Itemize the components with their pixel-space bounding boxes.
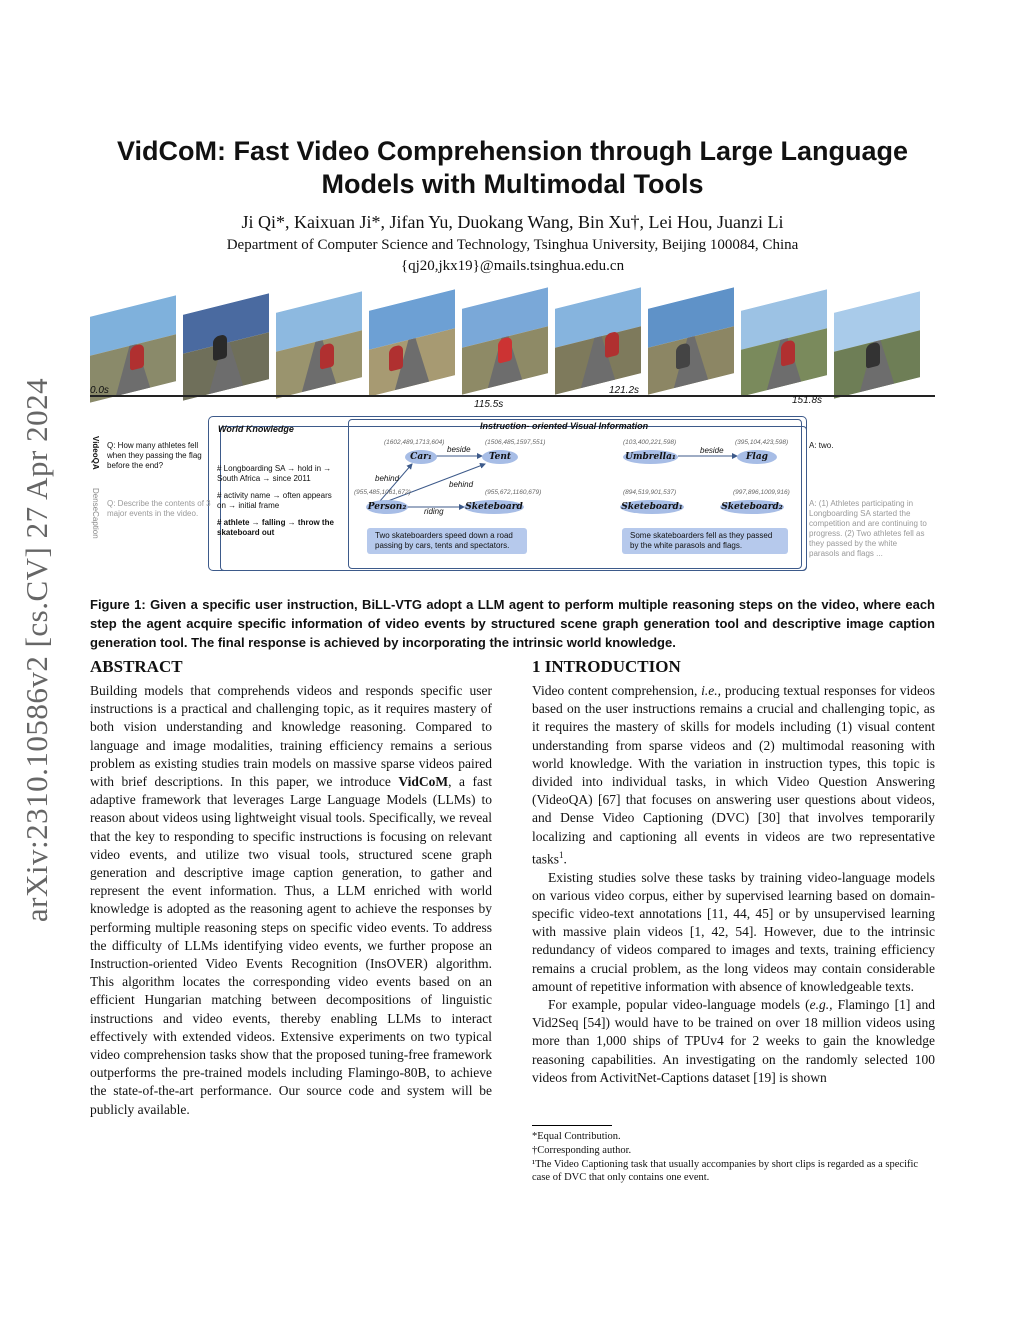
arxiv-id-text: arXiv:2310.10586v2 [cs.CV] 27 Apr 2024 [19, 377, 54, 923]
bbox-label: (997,896,1009,916) [733, 489, 790, 496]
edge-label-riding: riding [424, 507, 444, 516]
intro-text: Flamingo [1] and Vid2Seq [54]) would have to be trained on over 18 million videos using more than 1,000 ships of TPUv4 for 2 weeks to gain the knowledge reasoning capabilities. An investigating on the randomly selected 100 videos from ActivitNet-Captions dataset [19] is shown [532, 996, 935, 1085]
intro-text: i.e., [701, 683, 722, 698]
figure-1 [90, 298, 935, 578]
paper-title: VidCoM: Fast Video Comprehension through Large Language Models with Multimodal Tools [116, 136, 909, 199]
abstract-body [90, 682, 492, 1119]
intro-text: Video content comprehension, [532, 683, 702, 698]
footnote: ¹The Video Captioning task that usually accompanies by short clips is regarded as a specific case of DVC that only contains one event. [532, 1159, 919, 1183]
bbox-label: (395,104,423,598) [735, 439, 789, 446]
node-flag: Flag [737, 450, 777, 464]
edge-label-beside: beside [447, 445, 471, 454]
abstract-text: , a fast adaptive framework that leverages Large Language Models (LLMs) to reason about videos using lightweight visual tools. Specifically, we reveal that the key to responding to specific instructions is focusing on relevant video events, and utilize two visual tools, structured scene graph generation and descriptive image caption generation, to gather and represent the event information. Thus, a LLM enriched with world knowledge is adopted as the reasoning agent to achieve the responses by performing multiple reasoning steps on specific video events. To address the difficulty of LLMs identifying video events, we further propose an Instruction-oriented Video Events Recognition (InsOVER) algorithm. This algorithm locates the corresponding video events based on an efficient Hungarian matching between decompositions of linguistic instructions and video events, thereby enabling LLMs to interact effectively with extended videos. Extensive experiments on two typical video comprehension tasks show that the proposed tuning-free framework outperforms the pre-trained models including Flamingo-80B, to achieve the state-of-the-art performance. Our source code and system will be publicly available. [90, 774, 492, 1117]
knowledge-item: # Longboarding SA → hold in → South Africa → since 2011 [217, 464, 332, 483]
bbox-label: (955,485,1061,672) [354, 489, 411, 496]
bbox-label: (955,672,1160,679) [485, 489, 542, 496]
node-umbrella: Umbrella₁ [623, 450, 678, 464]
question-videoqa: Q: How many athletes fell when they passing the flag before the end? [107, 441, 202, 470]
answer-densecaption: A: (1) Athletes participating in Longboarding SA started the competition and are continuing to progress. (2) Two athletes fell as they passed by the white parasols and flags ... [809, 499, 927, 558]
arxiv-identifier [12, 350, 62, 950]
edge-label-behind: behind [449, 480, 474, 489]
footnote: *Equal Contribution. [532, 1131, 621, 1142]
time-label: 121.2s [609, 385, 640, 396]
intro-paragraph: Existing studies solve these tasks by training video-language models on various video corpus, either by supervised learning based on domain-specific video-text annotations [11, 44, 45] or by unsupervised learning with massive plain videos [1, 42, 54]. However, due to the intrinsic redundancy of videos compared to images and texts, training efficiency remains a crucial problem, as the long videos may contain considerable amount of repetitive information with absence of knowledgeable texts. [532, 869, 935, 994]
node-skateboard-1: Sketeboard₁ [621, 502, 683, 512]
node-skateboard: Sketeboard [465, 502, 523, 512]
intro-body [532, 682, 935, 1087]
time-label: 0.0s [90, 385, 109, 396]
node-person: Person₂ [367, 502, 407, 512]
time-label: 151.8s [792, 395, 823, 406]
email: {qj20,jkx19}@mails.tsinghua.edu.cn [400, 258, 625, 274]
knowledge-item: # athlete → falling → throw the skateboard out [217, 518, 334, 537]
node-skateboard-2: Sketeboard₂ [721, 502, 783, 512]
time-label: 115.5s [474, 399, 504, 410]
caption-right: Some skateboarders fell as they passed by the white parasols and flags. [622, 528, 788, 554]
footnote-mark: 1 [559, 849, 564, 860]
footnote-rule [532, 1125, 612, 1126]
figure-caption: Figure 1: Given a specific user instruction, BiLL-VTG adopt a LLM agent to perform multiple reasoning steps on the video, where each step the agent acquire specific information of video events by structured scene graph generation tool and descriptive image caption generation tool. The final response is achieved by incorporating the intrinsic world knowledge. [90, 597, 935, 650]
bbox-label: (1602,489,1713,604) [384, 439, 445, 446]
intro-text: producing textual responses for videos based on the user instructions remains a crucial and challenging topic, as it requires the mastery of skills for models including (1) visual content understanding from sparse videos and (2) multimodal reasoning with world knowledge. With the variation in instruction types, this topic is divided into individual tasks, in which Video Question Answering (VideoQA) [67] that focuses on answering user questions about videos, and Dense Video Captioning (DVC) [30] that involves temporarily localizing and captioning all events in videos are two representative tasks [532, 683, 935, 867]
edge-label-behind: behind [375, 474, 400, 483]
task-label-densecaption: DenseCaption [91, 488, 100, 539]
intro-heading: 1 INTRODUCTION [532, 657, 681, 676]
knowledge-item: # activity name → often appears on → initial frame [217, 491, 332, 510]
intro-text: For example, popular video-language models ( [548, 996, 810, 1012]
bbox-label: (1506,485,1597,551) [485, 439, 546, 446]
task-label-videoqa: VideoQA [91, 436, 100, 470]
framework-name: VidCoM [398, 774, 449, 790]
question-densecaption: Q: Describe the contents of 3 major events in the video. [107, 499, 211, 518]
node-tent: Tent [482, 450, 518, 464]
affiliation: Department of Computer Science and Technology, Tsinghua University, Beijing 100084, China [226, 237, 799, 253]
footnote: †Corresponding author. [532, 1145, 632, 1156]
abstract-text: Building models that comprehends videos and responds specific user instructions is a practical and challenging topic, as it requires mastery of both vision understanding and knowledge reasoning. Compared to language and image modalities, training efficiency remains a serious problem as existing studies train models on massive sparse videos paired with brief descriptions. In this paper, we introduce [90, 683, 492, 790]
caption-left: Two skateboarders speed down a road passing by cars, tents and spectators. [367, 528, 527, 554]
edge-label-beside: beside [700, 446, 724, 455]
author-list: Ji Qi*, Kaixuan Ji*, Jifan Yu, Duokang Wang, Bin Xu†, Lei Hou, Juanzi Li [241, 212, 784, 232]
world-knowledge-title: World Knowledge [218, 424, 294, 434]
intro-text: . [563, 851, 567, 867]
visual-info-title: Instruction- oriented Visual Information [480, 421, 649, 431]
bbox-label: (894,519,901,537) [623, 489, 677, 496]
answer-videoqa: A: two. [809, 441, 834, 450]
intro-text: e.g., [809, 996, 833, 1012]
node-car: Car₁ [405, 450, 437, 464]
abstract-heading: ABSTRACT [90, 657, 183, 676]
bbox-label: (103,400,221,598) [623, 439, 677, 446]
